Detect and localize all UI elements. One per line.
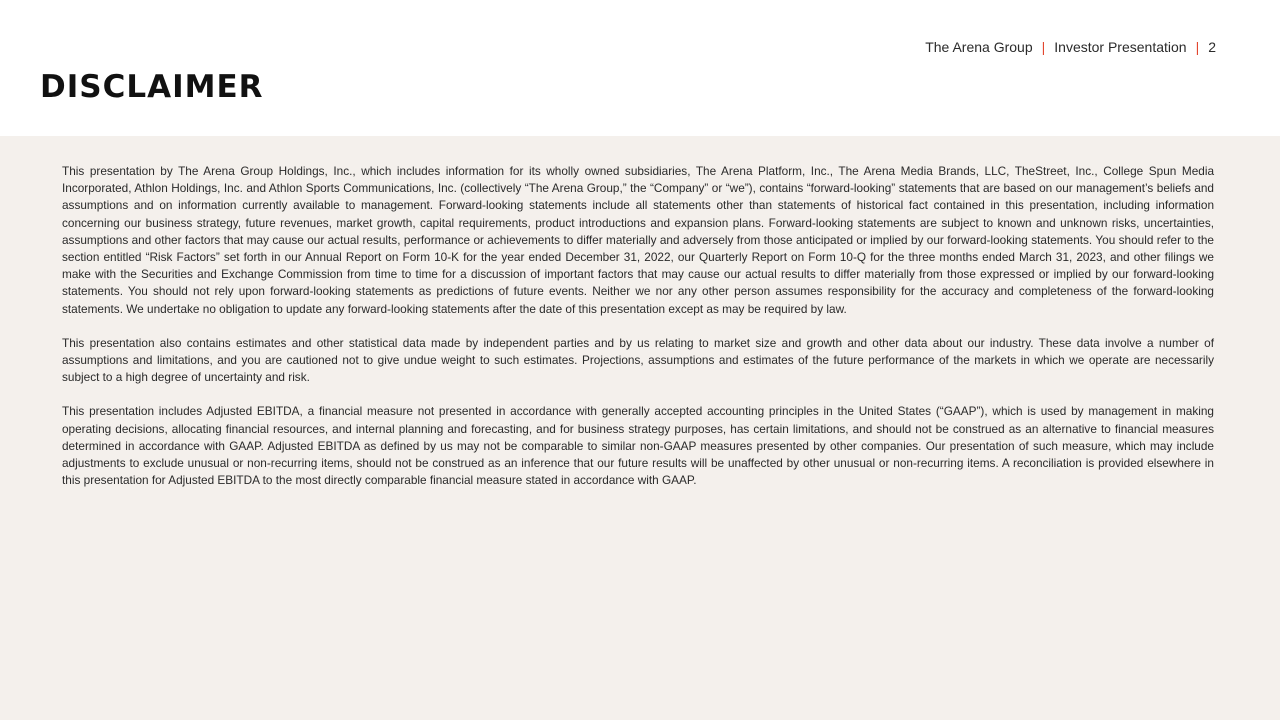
page-number: 2 <box>1208 39 1216 55</box>
disclaimer-paragraph-market-data: This presentation also contains estimates and other statistical data made by independent parties and by us relating to market size and growth and other data about our industry. These data involve a number of assumptions and limitations, and you are cautioned not to give undue weight to such estimates. Projections, assumptions and estimates of the future performance of the markets in which we operate are necessarily subject to a high degree of uncertainty and risk. <box>62 335 1214 385</box>
presentation-name: Investor Presentation <box>1054 39 1187 55</box>
company-name: The Arena Group <box>925 39 1033 55</box>
disclaimer-paragraph-forward-looking: This presentation by The Arena Group Holdings, Inc., which includes information for its wholly owned subsidiaries, The Arena Platform, Inc., The Arena Media Brands, LLC, TheStreet, Inc., College Spun Media Incorporated, Athlon Holdings, Inc. and Athlon Sports Communications, Inc. (collectively “The Arena Group,” the “Company” or “we”), contains “forward-looking” statements that are based on our management’s beliefs and assumptions and on information currently available to management. Forward-looking statements include all statements other than statements of historical fact contained in this presentation, including information concerning our business strategy, future revenues, market growth, capital requirements, product introductions and expansion plans. Forward-looking statements are subject to known and unknown risks, uncertainties, assumptions and other factors that may cause our actual results, performance or achievements to differ materially and adversely from those anticipated or implied by our forward-looking statements. You should refer to the section entitled “Risk Factors” set forth in our Annual Report on Form 10-K for the year ended December 31, 2022, our Quarterly Report on Form 10-Q for the three months ended March 31, 2023, and other filings we make with the Securities and Exchange Commission from time to time for a discussion of important factors that may cause our actual results to differ materially from those expressed or implied by our forward-looking statements. You should not rely upon forward-looking statements as predictions of future events. Neither we nor any other person assumes responsibility for the accuracy and completeness of the forward-looking statements. We undertake no obligation to update any forward-looking statements after the date of this presentation except as may be required by law. <box>62 164 1214 316</box>
page-title: DISCLAIMER <box>40 69 264 105</box>
disclaimer-body <box>62 163 1214 506</box>
header-meta <box>925 38 1216 56</box>
header-separator-1: | <box>1041 39 1046 55</box>
disclaimer-paragraph-adjusted-ebitda: This presentation includes Adjusted EBITDA, a financial measure not presented in accordance with generally accepted accounting principles in the United States (“GAAP”), which is used by management in making operating decisions, allocating financial resources, and internal planning and forecasting, and for business strategy purposes, has certain limitations, and should not be construed as an alternative to financial measures determined in accordance with GAAP. Adjusted EBITDA as defined by us may not be comparable to similar non-GAAP measures presented by other companies. Our presentation of such measure, which may include adjustments to exclude unusual or non-recurring items, should not be construed as an inference that our future results will be unaffected by other unusual or non-recurring items. A reconciliation is provided elsewhere in this presentation for Adjusted EBITDA to the most directly comparable financial measure stated in accordance with GAAP. <box>62 404 1214 488</box>
header-separator-2: | <box>1195 39 1200 55</box>
